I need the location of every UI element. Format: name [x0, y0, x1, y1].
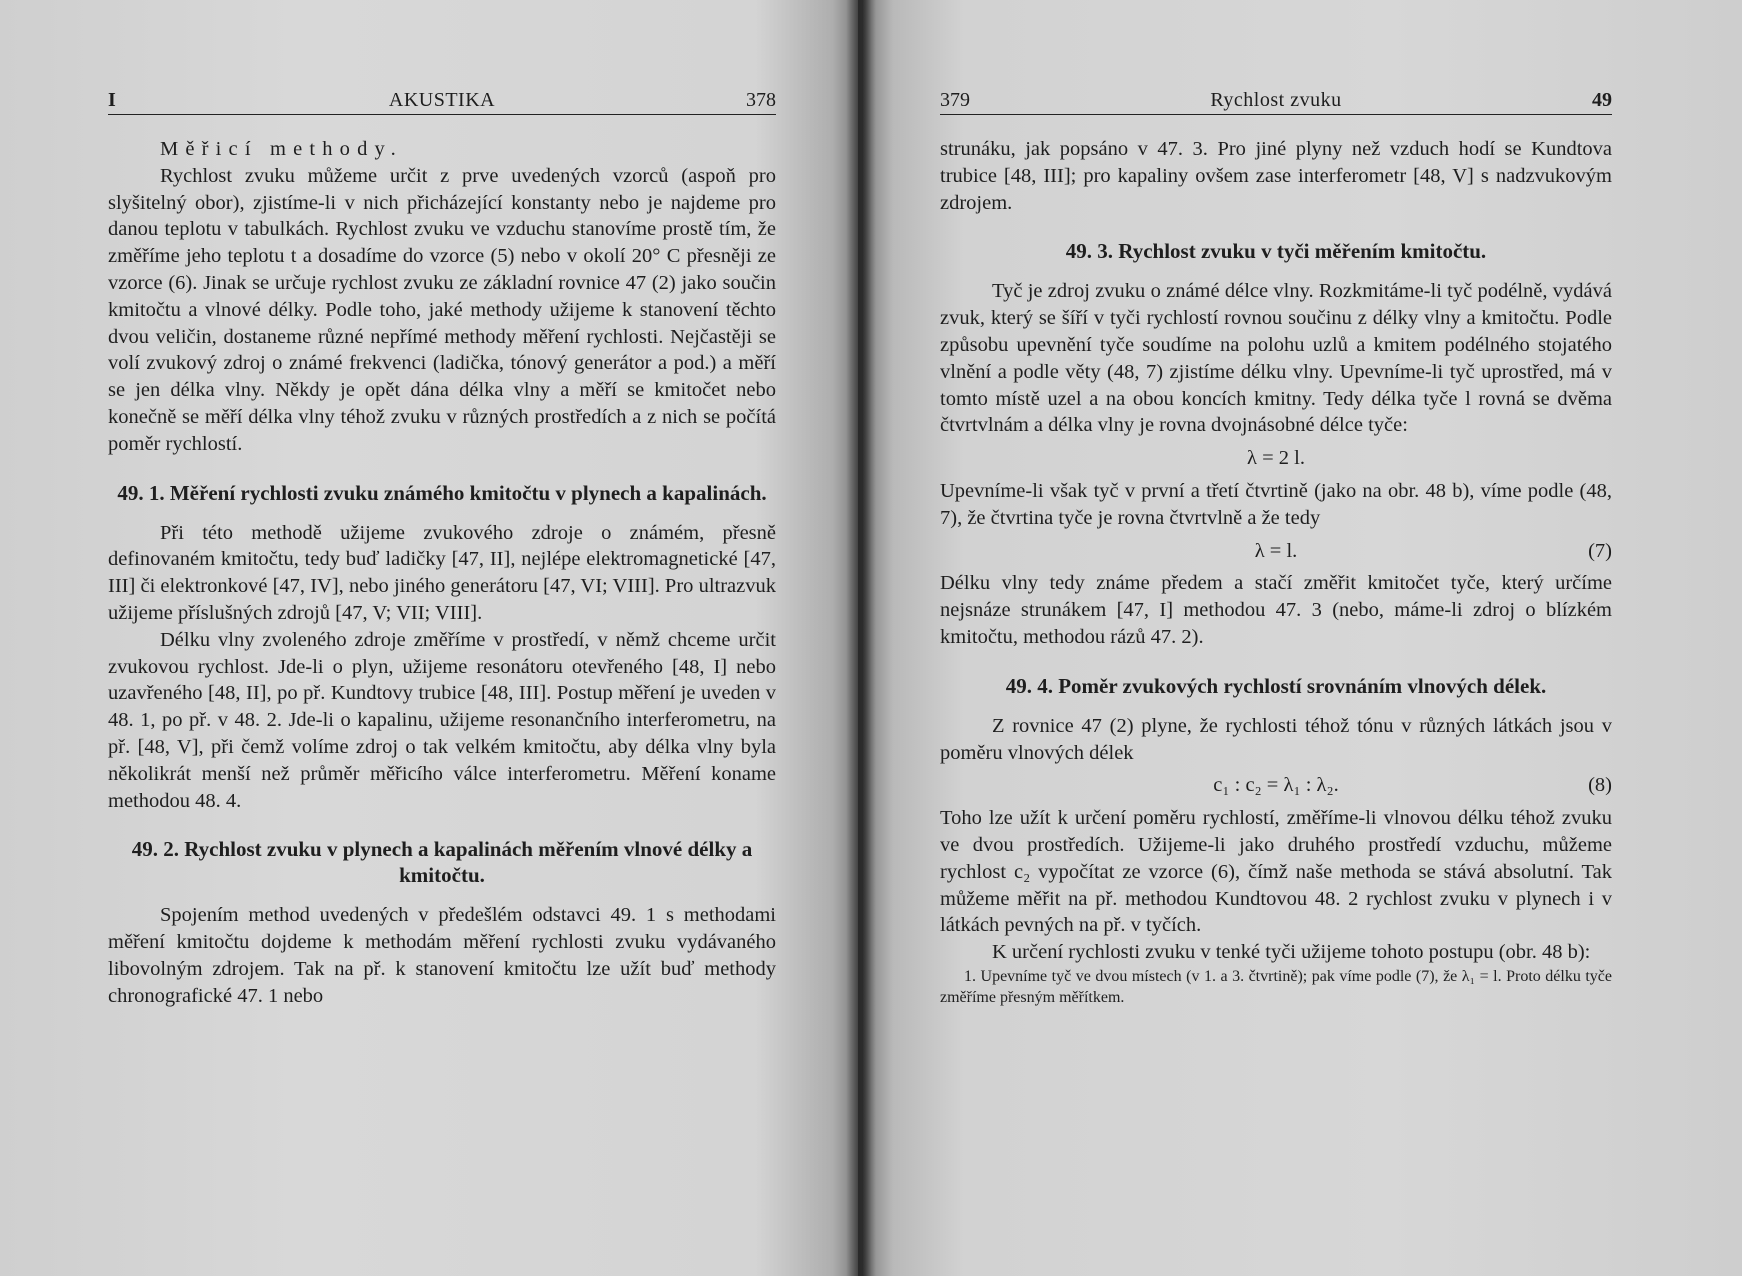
section-number: 49: [1592, 89, 1612, 111]
paragraph: K určení rychlosti zvuku v tenké tyči užijeme tohoto postupu (obr. 48 b):: [992, 941, 1591, 964]
running-header: [108, 88, 776, 115]
book-gutter: [846, 0, 876, 1276]
equation-number: (8): [1588, 774, 1612, 797]
continued-paragraph: strunáku, jak popsáno v 47. 3. Pro jiné plyny než vzduch hodí se Kundtova trubice [48, III]; pro kapaliny ovšem zase interferometr [48, V] s nadzvukovým zdrojem.: [940, 138, 1612, 214]
paragraph: Toho lze užít k určení poměru rychlostí, změříme-li vlnovou délku téhož zvuku ve dvou prostředích. Užijeme-li jako druhého prostředí vzduchu, můžeme rychlost c₂ vypočítat ze vzorce (6), čímž naše methoda se stává absolutní. Tak můžeme měřit na př. methodou Kundtovou 48. 2 rychlost zvuku v plynech i v látkách pevných na př. v tyčích.: [940, 807, 1612, 937]
equation-text: λ = 2 l.: [1247, 447, 1305, 470]
equation: [940, 445, 1612, 472]
equation-text: λ = l.: [1254, 539, 1298, 562]
small-paragraph: 1. Upevníme tyč ve dvou místech (v 1. a 3. čtvrtině); pak víme podle (7), že λ₁ = l. Proto délku tyče změříme přesným měřítkem.: [940, 967, 1612, 1006]
section-heading-49-3: 49. 3. Rychlost zvuku v tyči měřením kmitočtu.: [1065, 239, 1487, 264]
paragraph: Při této methodě užijeme zvukového zdroje o známém, přesně definovaném kmitočtu, tedy buď ladičky [47, II], nejlépe elektromagnetické [47, III] či elektronkové [47, IV], nebo jiného generátoru [47, VI; VIII]. Pro ultrazvuk užijeme příslušných zdrojů [47, V; VII; VIII].: [108, 521, 776, 624]
intro-title: Měřicí methody.: [160, 138, 403, 160]
paragraph: Z rovnice 47 (2) plyne, že rychlosti téhož tónu v různých látkách jsou v poměru vlnových délek: [940, 714, 1612, 764]
chapter-number: I: [108, 89, 116, 111]
left-page: [0, 0, 858, 1276]
paragraph: Spojením method uvedených v předešlém odstavci 49. 1 s methodami měření kmitočtu dojdeme k methodám měření rychlosti zvuku vydávaného libovolným zdrojem. Tak na př. k stanovení kmitočtu lze užít buď methody chronografické 47. 1 nebo: [108, 904, 776, 1007]
equation: [940, 538, 1612, 565]
paragraph: Tyč je zdroj zvuku o známé délce vlny. Rozkmitáme-li tyč podélně, vydává zvuk, který se šíří v tyči rychlostí rovnou součinu z délky vlny a kmitočtu. Podle způsobu upevnění tyče soudíme na polohu uzlů a kmitem podélného stojatého vlnění a podle věty (48, 7) zjistíme délku vlny. Upevníme-li tyč uprostřed, má v tomto místě uzel a na obou koncích kmitny. Tedy délka tyče l rovná se dvěma čtvrtvlnám a délka vlny je rovna dvojnásobné délce tyče:: [940, 280, 1612, 437]
footnote-block: [940, 966, 1612, 1008]
paragraph: Délku vlny tedy známe předem a stačí změřit kmitočet tyče, který určíme nejsnáze strunákem [47, I] methodou 47. 3 (nebo, máme-li zdroj o blízkém kmitočtu, methodou rázů 47. 2).: [940, 572, 1612, 648]
equation: [940, 772, 1612, 799]
section-heading-49-2: 49. 2. Rychlost zvuku v plynech a kapalinách měřením vlnové délky a kmitočtu.: [131, 837, 753, 888]
page-number: 378: [746, 89, 776, 111]
right-page: [858, 0, 1742, 1276]
equation-text: c₁ : c₂ = λ₁ : λ₂.: [1213, 774, 1339, 797]
equation-number: (7): [1588, 539, 1612, 562]
section-heading-49-1: 49. 1. Měření rychlosti zvuku známého kmitočtu v plynech a kapalinách.: [117, 480, 767, 505]
page-number: 379: [940, 89, 970, 111]
page-body: [940, 136, 1612, 1008]
paragraph: Délku vlny zvoleného zdroje změříme v prostředí, v němž chceme určit zvukovou rychlost. Jde-li o plyn, užijeme resonátoru otevřeného [48, I] nebo uzavřeného [48, II], po př. Kundtovy trubice [48, III]. Postup měření je uveden v 48. 1, po př. v 48. 2. Jde-li o kapalinu, užijeme resonančního interferometru, na př. [48, V], při čemž volíme zdroj o tak velkém kmitočtu, aby délka vlny byla několikrát menší než průměr měřicího válce interferometru. Měření koname methodou 48. 4.: [108, 628, 776, 812]
running-header: [940, 88, 1612, 115]
intro-paragraph: Rychlost zvuku můžeme určit z prve uvedených vzorců (aspoň pro slyšitelný obor), zjistíme-li v nich přicházející konstanty nebo je najdeme pro danou teplotu v tabulkách. Rychlost zvuku ve vzduchu stanovíme prostě tím, že změříme jeho teplotu t a dosadíme do vzorce (5) nebo v okolí 20° C přesněji ze vzorce (6). Jinak se určuje rychlost zvuku ze základní rovnice 47 (2) jako součin kmitočtu a vlnové délky. Podle toho, jaké methody užijeme k stanovení těchto dvou veličin, dostaneme různé nepřímé methody měření rychlosti. Nejčastěji se volí zvukový zdroj o známé frekvenci (ladička, tónový generátor a pod.) a měří se jen délka vlny. Někdy je opět dána délka vlny a měří se kmitočet nebo konečně se měří délka vlny téhož zvuku v různých prostředích a z nich se počítá poměr rychlostí.: [108, 164, 776, 455]
page-body: [108, 136, 776, 1010]
section-title: Rychlost zvuku: [1210, 89, 1342, 111]
section-heading-49-4: 49. 4. Poměr zvukových rychlostí srovnáním vlnových délek.: [1005, 673, 1547, 698]
paragraph: Upevníme-li však tyč v první a třetí čtvrtině (jako na obr. 48 b), víme podle (48, 7), že čtvrtina tyče je rovna čtvrtvlně a že tedy: [940, 479, 1612, 529]
chapter-title: AKUSTIKA: [388, 89, 496, 111]
